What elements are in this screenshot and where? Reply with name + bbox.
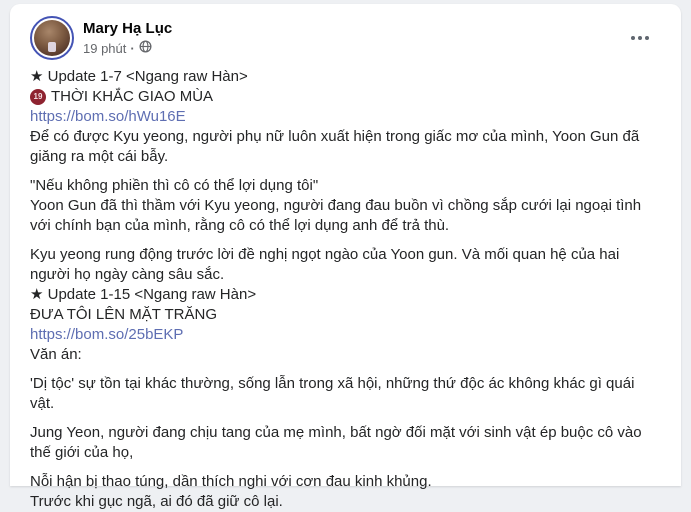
post-content [30, 67, 661, 512]
post-text-line: "Nếu không phiền thì cô có thể lợi dụng tôi" [30, 177, 319, 194]
post-text-line: Để có được Kyu yeong, người phụ nữ luôn xuất hiện trong giấc mơ của mình, Yoon Gun đã giăng ra một cái bẫy. [30, 128, 640, 165]
avatar[interactable] [30, 16, 74, 60]
post-text-line: Yoon Gun đã thì thầm với Kyu yeong, người đang đau buồn vì chồng sắp cưới lại ngoại tình với chính bạn của mình, rằng cô có thể lợi dụng anh để trả thù. [30, 197, 642, 234]
post-text-line: ★ Update 1-15 <Ngang raw Hàn> [30, 286, 257, 303]
post-timestamp[interactable]: 19 phút [83, 40, 127, 56]
post-text-line: Jung Yeon, người đang chịu tang của mẹ mình, bất ngờ đối mặt với sinh vật ép buộc cô vào thế giới của họ, [30, 424, 642, 461]
age-19-badge-icon: 19 [30, 89, 46, 105]
post-options-button[interactable] [627, 28, 653, 48]
post-text-line: Văn án: [30, 346, 82, 363]
post-text-line: Nỗi hận bị thao túng, dần thích nghi với cơn đau kinh khủng. [30, 473, 432, 490]
post-link[interactable]: https://bom.so/25bEKP [30, 326, 184, 343]
post-link[interactable]: https://bom.so/hWu16E [30, 108, 186, 125]
globe-icon [139, 40, 152, 56]
post-text-line: 'Dị tộc' sự tồn tại khác thường, sống lẫn trong xã hội, những thứ độc ác không khác gì quái vật. [30, 375, 635, 412]
post-card [10, 4, 681, 510]
post-meta [83, 40, 172, 56]
post-text-line: Kyu yeong rung động trước lời đề nghị ngọt ngào của Yoon gun. Và mối quan hệ của hai người họ ngày càng sâu sắc. [30, 246, 620, 283]
post-text-line: Trước khi gục ngã, ai đó đã giữ cô lại. [30, 493, 283, 510]
post-title-line [30, 87, 661, 107]
post-text-line: ĐƯA TÔI LÊN MẶT TRĂNG [30, 306, 218, 323]
post-text-line: ★ Update 1-7 <Ngang raw Hàn> [30, 68, 248, 85]
profile-photo-icon [34, 20, 70, 56]
meta-separator: · [130, 40, 135, 56]
post-title-text: THỜI KHẮC GIAO MÙA [51, 88, 214, 105]
ellipsis-icon [631, 36, 635, 40]
author-name[interactable]: Mary Hạ Lục [83, 20, 173, 37]
post-header [30, 16, 661, 60]
